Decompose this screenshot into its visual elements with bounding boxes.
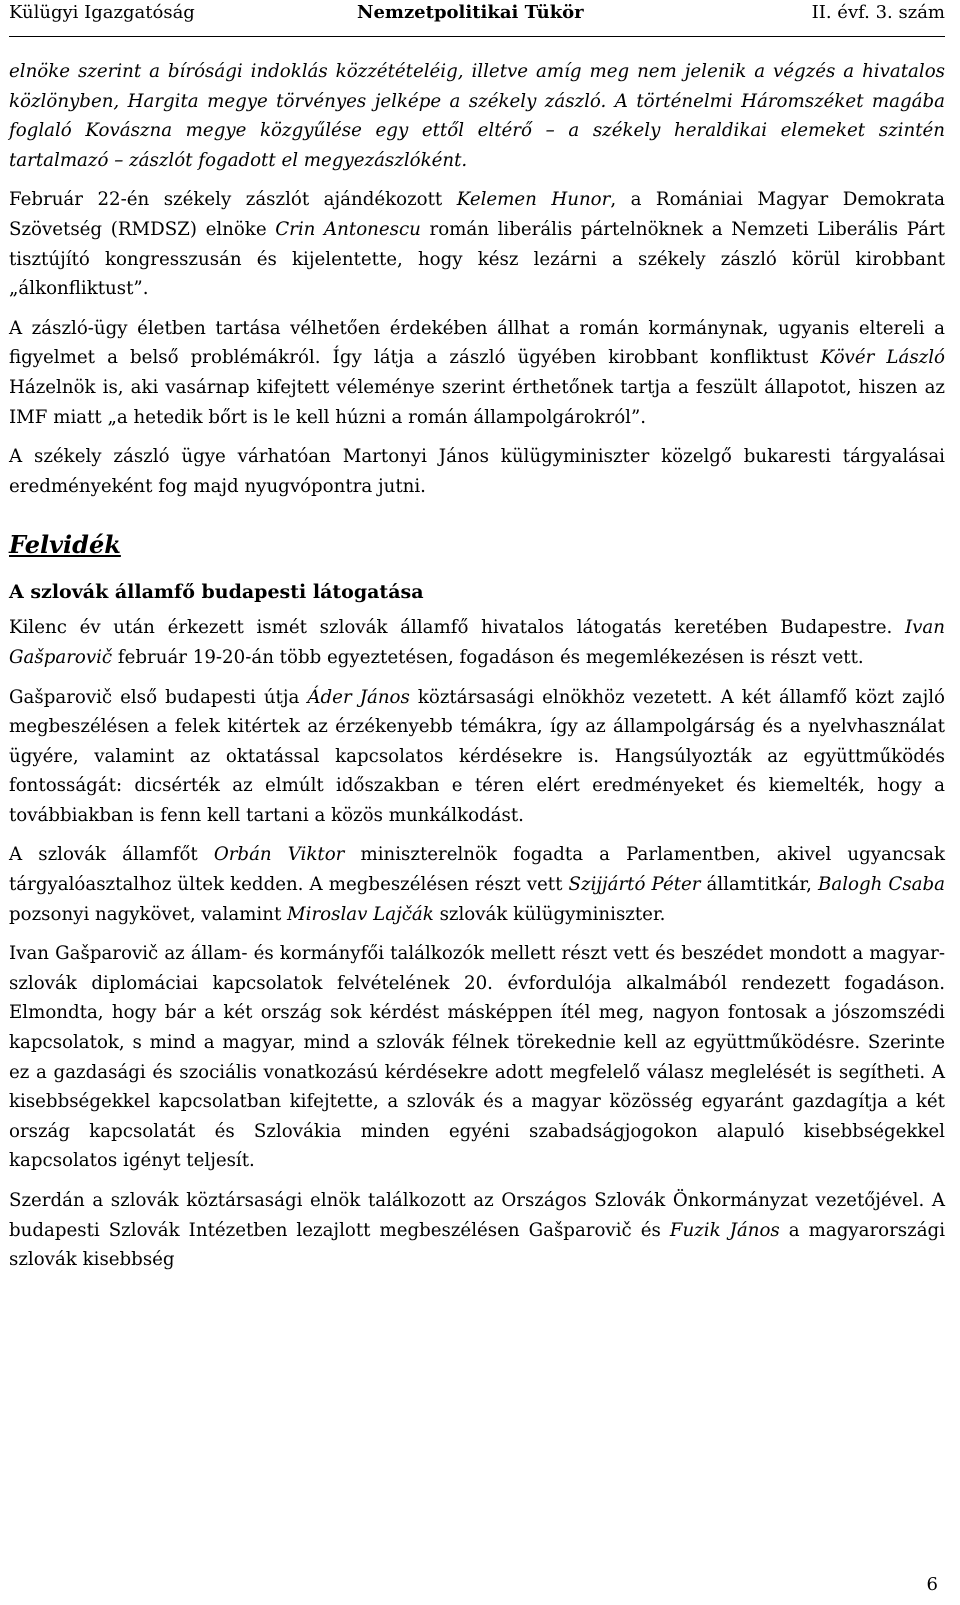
text-run: Házelnök is, aki vasárnap kifejtett véleménye szerint érthetőnek tartja a feszült állapotot, hiszen az IMF miatt „a hetedik bőrt is le kell húzni a román állampolgárokról”. <box>9 376 945 428</box>
person-name: Kövér László <box>820 347 946 369</box>
paragraph-orban-meeting <box>9 840 945 929</box>
text-run: Kilenc év után érkezett ismét szlovák államfő hivatalos látogatás keretében Budapestre. <box>9 617 905 639</box>
article-title: A szlovák államfő budapesti látogatása <box>9 581 424 604</box>
person-name: Crin Antonescu <box>275 218 421 240</box>
text-run: Gašparovič első budapesti útja <box>9 686 308 708</box>
paragraph-flag-gift <box>9 185 945 303</box>
header-issue: II. évf. 3. szám <box>811 2 945 23</box>
text-run: köztársasági elnökhöz vezetett. A két államfő közt zajló megbeszélésen a felek kitértek az érzékenyebb témákra, így az állampolgárság és a nyelvhasználat ügyére, valamint az oktatással kapcsolatos kérdésekre is. Hangsúlyozták az együttműködés fontosságát: dicsérték az elmúlt időszakban e téren elért eredményeket és kiemelték, hogy a továbbiakban is fenn kell tartani a közös munkálkodást. <box>9 686 945 826</box>
person-name: Miroslav Lajčák <box>287 903 434 925</box>
person-name: Ivan Gašparovič <box>9 617 945 668</box>
text-run: miniszterelnök fogadta a Parlamentben, akivel ugyancsak tárgyalóasztalhoz ültek kedden. A megbeszélésen részt vett <box>9 844 945 896</box>
text-run: Február 22-én székely zászlót ajándékozott <box>9 189 457 211</box>
text-run: a magyarországi szlovák kisebbség <box>9 1219 946 1271</box>
header-department: Külügyi Igazgatóság <box>9 2 195 23</box>
section-title: Felvidék <box>9 530 121 560</box>
text-run: Szerdán a szlovák köztársasági elnök találkozott az Országos Szlovák Önkormányzat vezetőjével. A budapesti Szlovák Intézetben lezajlott megbeszélésen Gašparovič és <box>9 1190 945 1241</box>
person-name: Balogh Csaba <box>817 874 945 896</box>
text-run: román liberális pártelnöknek a Nemzeti Liberális Párt tisztújító kongresszusán és kijelentette, hogy kész lezárni a székely zászló körül kirobbant „álkonfliktust”. <box>9 218 945 300</box>
text-run: A zászló-ügy életben tartása vélhetően érdekében állhat a román kormánynak, ugyanis eltereli a figyelmet a belső problémákról. Így látja a zászló ügyében kirobbant konfliktust <box>9 317 945 369</box>
person-name: Orbán Viktor <box>213 844 345 866</box>
paragraph-outlook: A székely zászló ügye várhatóan Martonyi János külügyminiszter közelgő bukaresti tárgyalásai eredményeként fog majd nyugvópontra jutni. <box>9 446 945 497</box>
person-name: Szijjártó Péter <box>568 874 701 896</box>
intro-paragraph: elnöke szerint a bírósági indoklás közzétételéig, illetve amíg meg nem jelenik a végzés a hivatalos közlönyben, Hargita megye törvényes jelképe a székely zászló. A történelmi Háromszéket magába foglaló Kovászna megye közgyűlése egy ettől eltérő – a székely heraldikai elemeket szintén tartalmazó – zászlót fogadott el megyezászlóként. <box>9 61 945 171</box>
text-run: pozsonyi nagykövet, valamint <box>9 903 288 925</box>
text-run: , a Romániai Magyar Demokrata Szövetség (RMDSZ) elnöke <box>9 189 945 240</box>
text-run: A szlovák államfőt <box>9 844 214 866</box>
person-name: Kelemen Hunor <box>456 189 611 211</box>
text-run: államtitkár, <box>700 874 818 896</box>
paragraph-reception: Ivan Gašparovič az állam- és kormányfői találkozók mellett részt vett és beszédet mondott a magyar-szlovák diplomáciai kapcsolatok felvételének 20. évfordulója alkalmából rendezett fogadáson. Elmondta, hogy bár a két ország sok kérdést másképpen ítél meg, nagyon fontosak a jószomszédi kapcsolatok, s mind a magyar, mind a szlovák félnek törekednie kell az együttműködésre. Szerinte ez a gazdasági és szociális vonatkozású kérdésekre adott megfelelő válasz meglelését is segítheti. A kisebbségekkel kapcsolatban kifejtette, a szlovák és a magyar közösség egyaránt gazdagítja a két ország kapcsolatát és Szlovákia minden egyéni szabadságjogokon alapuló kisebbségekkel kapcsolatos igényt teljesít. <box>9 943 945 1172</box>
paragraph-slovak-self-government <box>9 1186 945 1275</box>
paragraph-ader-meeting <box>9 683 945 831</box>
text-run: szlovák külügyminiszter. <box>433 903 666 925</box>
article-body <box>9 57 945 1275</box>
header-publication-title: Nemzetpolitikai Tükör <box>357 2 584 23</box>
paragraph-flag-issue <box>9 314 945 432</box>
person-name: Áder János <box>307 686 410 708</box>
running-header <box>9 0 945 37</box>
text-run: február 19-20-án több egyeztetésen, fogadáson és megemlékezésen is részt vett. <box>112 646 864 668</box>
page-number: 6 <box>926 1574 938 1595</box>
person-name: Fuzik János <box>669 1219 780 1241</box>
paragraph-visit-intro <box>9 613 945 672</box>
